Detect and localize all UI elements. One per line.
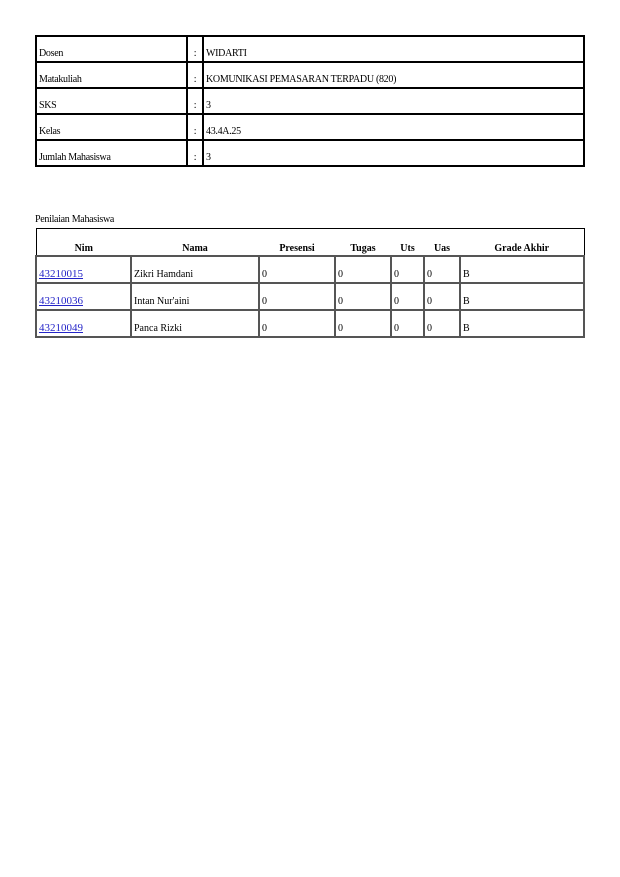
- info-separator: :: [187, 88, 203, 114]
- grades-table: [35, 228, 585, 338]
- nama-cell: Panca Rizki: [131, 310, 259, 337]
- uts-cell: 0: [391, 283, 424, 310]
- uas-cell: 0: [424, 283, 460, 310]
- nim-cell: [36, 310, 131, 337]
- info-value: WIDARTI: [203, 36, 584, 62]
- info-separator: :: [187, 140, 203, 166]
- info-label: Dosen: [36, 36, 187, 62]
- column-header-uts: Uts: [400, 243, 415, 254]
- info-separator: :: [187, 114, 203, 140]
- nim-link[interactable]: 43210015: [39, 268, 83, 280]
- info-label: Jumlah Mahasiswa: [36, 140, 187, 166]
- column-header-grade-akhir: Grade Akhir: [494, 243, 550, 254]
- section-title: Penilaian Mahasiswa: [35, 214, 115, 225]
- info-value: 43.4A.25: [203, 114, 584, 140]
- tugas-cell: 0: [335, 310, 391, 337]
- grade-cell: B: [460, 256, 584, 283]
- grade-cell: B: [460, 283, 584, 310]
- info-row-sks: [36, 88, 584, 114]
- table-header-row: [36, 229, 584, 257]
- tugas-cell: 0: [335, 283, 391, 310]
- grade-cell: B: [460, 310, 584, 337]
- info-label: Kelas: [36, 114, 187, 140]
- column-header-presensi: Presensi: [279, 243, 315, 254]
- info-value: 3: [203, 88, 584, 114]
- course-info-table: [35, 35, 585, 167]
- info-value: KOMUNIKASI PEMASARAN TERPADU (820): [203, 62, 584, 88]
- tugas-cell: 0: [335, 256, 391, 283]
- presensi-cell: 0: [259, 256, 335, 283]
- table-row: [36, 256, 584, 283]
- uts-cell: 0: [391, 310, 424, 337]
- info-separator: :: [187, 62, 203, 88]
- column-header-uas: Uas: [433, 243, 451, 254]
- uas-cell: 0: [424, 256, 460, 283]
- uas-cell: 0: [424, 310, 460, 337]
- nim-cell: [36, 283, 131, 310]
- table-row: [36, 283, 584, 310]
- info-label: SKS: [36, 88, 187, 114]
- info-row-jumlah-mahasiswa: [36, 140, 584, 166]
- info-label: Matakuliah: [36, 62, 187, 88]
- nama-cell: Zikri Hamdani: [131, 256, 259, 283]
- info-row-kelas: [36, 114, 584, 140]
- column-header-nim: Nim: [74, 243, 93, 254]
- uts-cell: 0: [391, 256, 424, 283]
- info-row-matakuliah: [36, 62, 584, 88]
- presensi-cell: 0: [259, 310, 335, 337]
- presensi-cell: 0: [259, 283, 335, 310]
- info-separator: :: [187, 36, 203, 62]
- table-row: [36, 310, 584, 337]
- nim-cell: [36, 256, 131, 283]
- nim-link[interactable]: 43210049: [39, 322, 83, 334]
- nim-link[interactable]: 43210036: [39, 295, 83, 307]
- info-value: 3: [203, 140, 584, 166]
- info-row-dosen: [36, 36, 584, 62]
- column-header-tugas: Tugas: [350, 243, 376, 254]
- nama-cell: Intan Nur'aini: [131, 283, 259, 310]
- column-header-nama: Nama: [182, 243, 208, 254]
